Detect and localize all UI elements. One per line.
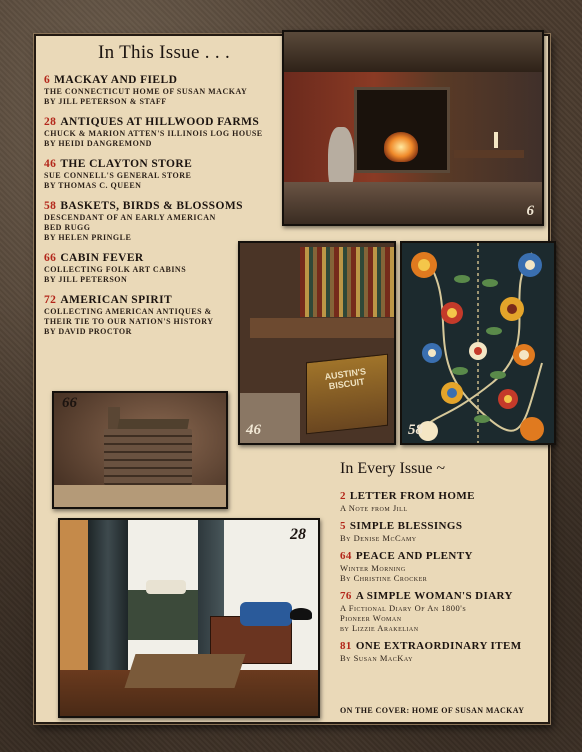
trestle-table [124, 654, 245, 688]
photo-page-number: 58 [408, 422, 423, 438]
feature-title[interactable] [44, 158, 284, 171]
wood-wall [60, 520, 88, 680]
feature-title-text: ANTIQUES AT HILLWOOD FARMS [60, 116, 260, 128]
feature-title-text: BASKETS, BIRDS & BLOSSOMS [60, 200, 243, 212]
in-every-issue-heading: In Every Issue ~ [340, 460, 446, 477]
department-byline: By Denise McCamy [340, 533, 417, 543]
department-title-text: A SIMPLE WOMAN'S DIARY [355, 590, 513, 602]
department-byline: By Susan MacKay [340, 653, 413, 663]
department-title[interactable] [340, 550, 545, 563]
cover-credit: ON THE COVER: HOME OF SUSAN MACKAY [340, 706, 525, 715]
feature-title-text: CABIN FEVER [60, 252, 144, 264]
photo-page-number: 28 [290, 526, 306, 543]
tavern-table [454, 150, 524, 158]
ceiling-beam [284, 32, 542, 72]
department-page-number: 76 [340, 590, 352, 602]
department-subtitle: A Fictional Diary Of An 1800's [340, 603, 467, 613]
biscuit-crate [306, 354, 388, 435]
feature-subtitle: COLLECTING AMERICAN ANTIQUES & [44, 307, 212, 316]
department-title-text: ONE EXTRAORDINARY ITEM [355, 640, 522, 652]
feature-byline: BY JILL PETERSON & STAFF [44, 97, 167, 106]
feature-title[interactable] [44, 74, 284, 87]
department-page-number: 5 [340, 520, 346, 532]
rope-bed [128, 590, 208, 640]
photo-folk-art-cabin[interactable] [52, 391, 228, 509]
department-title-text: SIMPLE BLESSINGS [349, 520, 463, 532]
department-item[interactable] [340, 640, 545, 663]
department-item[interactable] [340, 550, 545, 583]
in-this-issue-heading: In This Issue . . . [98, 42, 231, 63]
feature-page-number: 46 [44, 158, 57, 170]
department-item[interactable] [340, 520, 545, 543]
feature-subtitle: CHUCK & MARION ATTEN'S ILLINOIS LOG HOUSE [44, 129, 263, 138]
feature-subtitle: DESCENDANT OF AN EARLY AMERICAN [44, 213, 216, 222]
feature-page-number: 6 [44, 74, 51, 86]
feature-byline: BY JILL PETERSON [44, 275, 128, 284]
photo-page-number: 6 [526, 203, 534, 219]
department-byline: By Christine Crocker [340, 573, 428, 583]
department-subtitle: A Note from Jill [340, 503, 408, 513]
store-counter [250, 318, 394, 338]
feature-title[interactable] [44, 116, 284, 129]
candle [494, 132, 498, 148]
department-title[interactable] [340, 640, 545, 653]
blue-quilt [240, 602, 292, 626]
photo-page-number: 46 [246, 422, 261, 438]
photo-page-number: 66 [62, 395, 77, 411]
feature-title-text: AMERICAN SPIRIT [60, 294, 173, 306]
feature-subtitle: THE CONNECTICUT HOME OF SUSAN MACKAY [44, 87, 248, 96]
feature-subtitle: THEIR TIE TO OUR NATION'S HISTORY [44, 317, 214, 326]
department-title-text: LETTER FROM HOME [349, 490, 475, 502]
department-page-number: 2 [340, 490, 346, 502]
feature-byline: BY THOMAS C. QUEEN [44, 181, 142, 190]
feature-byline: BY DAVID PROCTOR [44, 327, 132, 336]
plank-floor [284, 182, 542, 224]
feature-page-number: 72 [44, 294, 57, 306]
department-page-number: 81 [340, 640, 352, 652]
feature-item[interactable] [44, 200, 284, 243]
feature-byline: BY HELEN PRINGLE [44, 233, 132, 242]
store-shelves [300, 247, 394, 317]
feature-item[interactable] [44, 74, 284, 107]
feature-item[interactable] [44, 116, 284, 149]
cabin-base [54, 485, 226, 507]
feature-page-number: 66 [44, 252, 57, 264]
photo-general-store[interactable] [238, 241, 396, 445]
feature-subtitle: SUE CONNELL'S GENERAL STORE [44, 171, 192, 180]
department-item[interactable] [340, 490, 545, 513]
black-hat [290, 608, 312, 620]
feature-title[interactable] [44, 200, 284, 213]
department-title[interactable] [340, 520, 545, 533]
crewel-pattern [402, 243, 554, 443]
department-page-number: 64 [340, 550, 352, 562]
crate-label: AUSTIN'S BISCUIT [323, 366, 367, 392]
feature-subtitle: BED RUGG [44, 223, 91, 232]
feature-page-number: 58 [44, 200, 57, 212]
fire-glow [384, 132, 418, 162]
bed-pillow [146, 580, 186, 594]
department-title[interactable] [340, 490, 545, 503]
feature-title-text: MACKAY AND FIELD [54, 74, 178, 86]
department-byline: by Lizzie Arakelian [340, 623, 419, 633]
feature-title-text: THE CLAYTON STORE [60, 158, 193, 170]
department-title-text: PEACE AND PLENTY [355, 550, 473, 562]
photo-bed-rugg[interactable] [400, 241, 556, 445]
department-subtitle: Pioneer Woman [340, 613, 402, 623]
photo-hearth-kitchen[interactable] [282, 30, 544, 226]
department-title[interactable] [340, 590, 545, 603]
cabin-logs [104, 429, 192, 485]
department-list [340, 490, 545, 670]
feature-page-number: 28 [44, 116, 57, 128]
department-subtitle: Winter Morning [340, 563, 406, 573]
department-item[interactable] [340, 590, 545, 633]
bed-curtain-left [88, 520, 128, 690]
feature-item[interactable] [44, 158, 284, 191]
feature-subtitle: COLLECTING FOLK ART CABINS [44, 265, 187, 274]
photo-log-house-bedroom[interactable] [58, 518, 320, 718]
feature-byline: BY HEIDI DANGREMOND [44, 139, 152, 148]
